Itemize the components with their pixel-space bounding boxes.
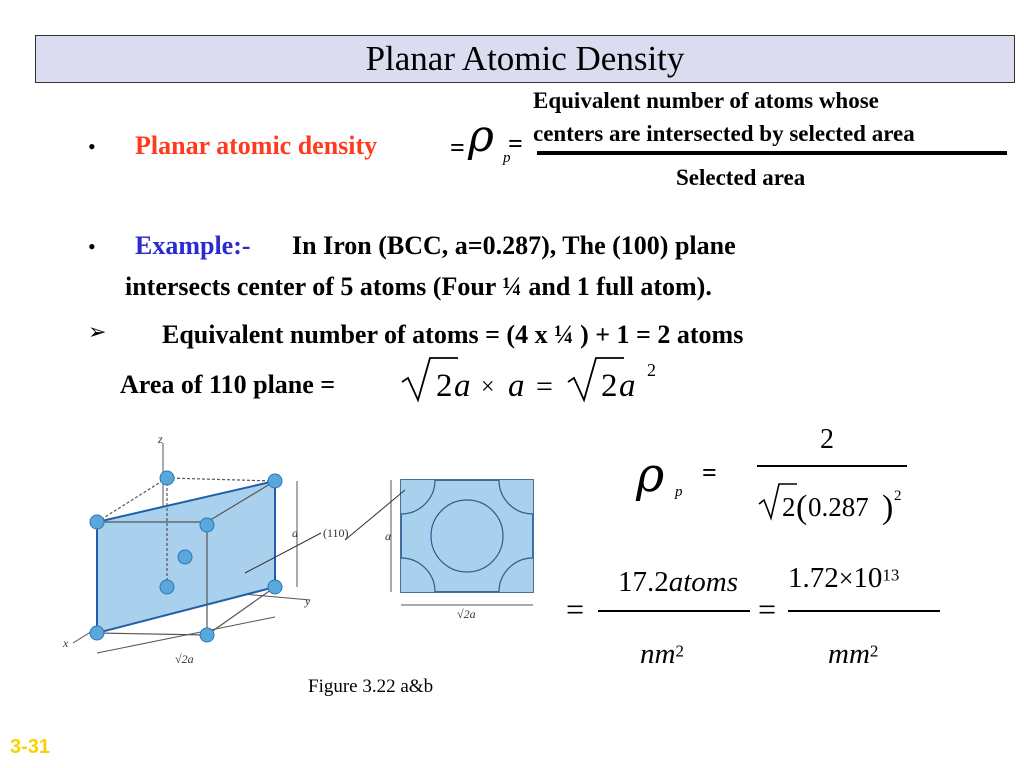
- bullet-example: •: [88, 234, 96, 259]
- frac2-base: 10: [853, 562, 883, 594]
- frac2-den-exp: 2: [869, 641, 879, 661]
- frac1-den-unit: nm: [640, 638, 676, 670]
- result-numerator: 2: [820, 424, 834, 455]
- bcc-cube-figure: [55, 425, 349, 690]
- frac2-den-unit: mm: [828, 638, 870, 670]
- frac2-exp: 13: [882, 565, 900, 585]
- paren-open: (: [796, 489, 808, 526]
- slide-number: 3-31: [10, 736, 51, 758]
- label-a-left: a: [292, 526, 298, 540]
- atom: [268, 580, 282, 594]
- atom-body-center: [178, 550, 192, 564]
- area-times: ×: [481, 374, 495, 400]
- frac2-denominator: [828, 638, 878, 671]
- area-a2: a: [508, 368, 525, 404]
- equals-sign-2: =: [508, 129, 523, 158]
- slide-title: Planar Atomic Density: [365, 39, 685, 78]
- label-root2a-right: √2a: [457, 607, 476, 621]
- term-planar-atomic-density: Planar atomic density: [135, 131, 378, 160]
- frac2-bar: [788, 610, 940, 612]
- plane-110-view-figure: [345, 470, 540, 620]
- atom: [90, 626, 104, 640]
- result-denominator: [757, 478, 907, 524]
- atom: [160, 471, 174, 485]
- slide-title-bar: [35, 35, 1015, 83]
- frac1-bar: [598, 610, 750, 612]
- bullet-definition: •: [88, 134, 96, 159]
- frac2-num-value: 1.72: [788, 562, 839, 594]
- label-110: (110): [323, 526, 349, 540]
- result-rho-subscript: p: [675, 484, 683, 500]
- area-label: Area of 110 plane =: [120, 370, 336, 399]
- fraction-denominator: Selected area: [676, 165, 806, 190]
- atom: [268, 474, 282, 488]
- result-fraction-bar: [757, 465, 907, 467]
- frac2-times: ×: [838, 564, 854, 593]
- axis-x-label: x: [63, 636, 69, 650]
- result-den-value: 0.287: [808, 492, 869, 522]
- callout-line: [345, 490, 405, 540]
- result-den-exp: 2: [894, 488, 902, 504]
- result-equals: =: [702, 458, 717, 487]
- rho-symbol: ρ: [468, 111, 494, 162]
- atom: [200, 628, 214, 642]
- frac1-num-unit: atoms: [668, 566, 739, 598]
- atom: [160, 580, 174, 594]
- frac1-den-exp: 2: [675, 641, 684, 661]
- example-text-line2: intersects center of 5 atoms (Four ¼ and 1 full atom).: [125, 272, 712, 301]
- result-den-root: 2: [782, 492, 796, 522]
- label-root2a-bottom: √2a: [175, 652, 194, 666]
- area-root2: 2: [601, 368, 618, 404]
- label-a-right: a: [385, 529, 391, 543]
- example-text-line1: In Iron (BCC, a=0.287), The (100) plane: [292, 231, 736, 260]
- frac2-numerator: [788, 562, 899, 595]
- fraction-bar: [537, 151, 1007, 155]
- equivalent-atoms-text: Equivalent number of atoms = (4 x ¼ ) + 1 = 2 atoms: [162, 320, 744, 349]
- axis-y-label: y: [305, 594, 311, 608]
- atom: [200, 518, 214, 532]
- area-a1: a: [454, 368, 471, 404]
- atom: [90, 515, 104, 529]
- result-eq-a: =: [566, 591, 585, 627]
- frac1-num-value: 17.2: [617, 566, 669, 598]
- equals-sign-1: =: [450, 133, 465, 162]
- rho-subscript: p: [503, 150, 511, 166]
- axis-z-label: z: [158, 432, 163, 446]
- example-label: Example:-: [135, 231, 251, 260]
- area-formula: [398, 352, 668, 404]
- area-root1: 2: [436, 368, 453, 404]
- area-a3: a: [619, 368, 636, 404]
- result-eq-b: =: [758, 591, 777, 627]
- figure-caption: Figure 3.22 a&b: [308, 676, 434, 697]
- area-equals: =: [536, 370, 553, 403]
- frac1-denominator: [640, 638, 684, 671]
- fraction-numerator-line2: centers are intersected by selected area: [533, 121, 915, 146]
- fraction-numerator-line1: Equivalent number of atoms whose: [533, 88, 879, 113]
- arrow-bullet-icon: ➢: [88, 320, 107, 345]
- frac1-numerator: [598, 566, 758, 599]
- result-rho: ρ: [636, 447, 665, 503]
- area-exp: 2: [647, 360, 656, 380]
- paren-close: ): [882, 489, 894, 526]
